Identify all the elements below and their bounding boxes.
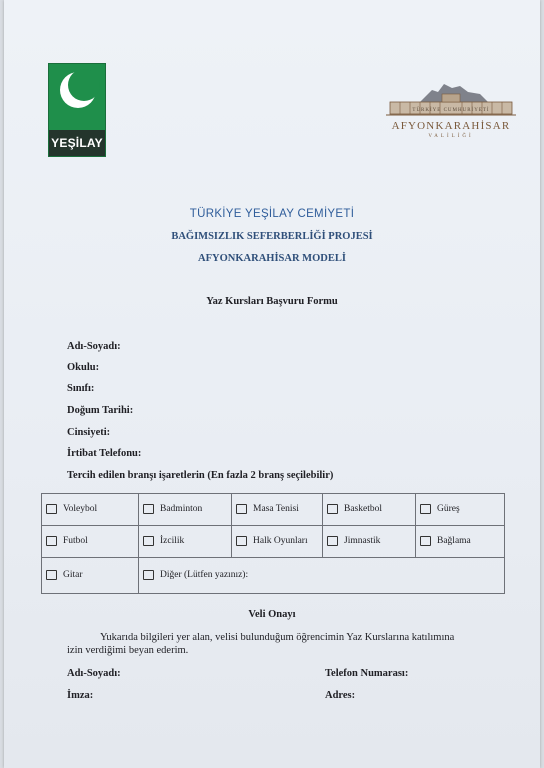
branch-row-3 [42,558,505,594]
branch-label: Voleybol [63,504,98,515]
branch-cell-basketbol[interactable] [323,494,416,526]
branch-instruction: Tercih edilen branşı işaretlerin (En fazla 2 branş seçilebilir) [67,470,334,481]
branch-label: Jimnastik [344,536,381,547]
governorship-logo [380,80,522,144]
branch-cell-voleybol[interactable] [42,494,139,526]
branch-table [41,493,505,594]
form-page [4,0,540,768]
crescent-cut-shape [68,69,100,101]
branch-cell-baglama[interactable] [416,526,505,558]
branch-label: Diğer (Lütfen yazınız): [160,570,249,581]
field-gender-label: Cinsiyeti: [67,427,111,438]
checkbox-icon[interactable] [420,536,431,546]
branch-cell-gures[interactable] [416,494,505,526]
branch-label: Gitar [63,570,83,581]
field-contact-phone-label: İrtibat Telefonu: [67,448,142,459]
branch-cell-masa-tenisi[interactable] [232,494,323,526]
branch-row-2 [42,526,505,558]
branch-label: İzcilik [160,536,185,547]
checkbox-icon[interactable] [327,504,338,514]
form-title: Yaz Kursları Başvuru Formu [206,296,338,307]
checkbox-icon[interactable] [46,570,57,580]
branch-cell-badminton[interactable] [139,494,232,526]
branch-cell-gitar[interactable] [42,558,139,594]
checkbox-icon[interactable] [143,504,154,514]
branch-label: Futbol [63,536,88,547]
yesilay-logo [48,63,106,157]
field-school-label: Okulu: [67,362,100,373]
signature-label: İmza: [67,690,94,701]
checkbox-icon[interactable] [143,536,154,546]
gov-logo-line3: VALİLİĞİ [428,134,474,139]
header-title-2: BAĞIMSIZLIK SEFERBERLİĞİ PROJESİ [171,231,373,242]
branch-label: Basketbol [344,504,382,515]
branch-cell-halk-oyunlari[interactable] [232,526,323,558]
checkbox-icon[interactable] [236,504,247,514]
branch-label: Güreş [437,504,460,515]
checkbox-icon[interactable] [420,504,431,514]
branch-label: Masa Tenisi [253,504,299,515]
checkbox-icon[interactable] [327,536,338,546]
branch-cell-izcilik[interactable] [139,526,232,558]
header-title-3: AFYONKARAHİSAR MODELİ [198,253,346,264]
field-name-label: Adı-Soyadı: [67,341,121,352]
checkbox-icon[interactable] [143,570,154,580]
branch-label: Halk Oyunları [253,536,308,547]
checkbox-icon[interactable] [46,536,57,546]
branch-cell-futbol[interactable] [42,526,139,558]
consent-title: Veli Onayı [248,609,296,620]
branch-cell-jimnastik[interactable] [323,526,416,558]
branch-row-1 [42,494,505,526]
gov-logo-line2: AFYONKARAHİSAR [391,120,511,132]
checkbox-icon[interactable] [46,504,57,514]
branch-cell-diger[interactable] [139,558,505,594]
address-label: Adres: [325,690,356,701]
header-title-1: TÜRKİYE YEŞİLAY CEMİYETİ [189,208,355,220]
consent-text-line-2: izin verdiğimi beyan ederim. [67,645,189,656]
branch-label: Badminton [160,504,203,515]
parent-phone-label: Telefon Numarası: [325,668,409,679]
yesilay-logo-text: YEŞİLAY [49,130,105,156]
field-grade-label: Sınıfı: [67,383,95,394]
branch-label: Bağlama [437,536,471,547]
field-birth-date-label: Doğum Tarihi: [67,405,134,416]
parent-name-label: Adı-Soyadı: [67,668,121,679]
consent-text-line-1: Yukarıda bilgileri yer alan, velisi bulunduğum öğrencimin Yaz Kurslarına katılımına [100,632,455,643]
checkbox-icon[interactable] [236,536,247,546]
gov-logo-line1: TÜRKİYE CUMHURİYETİ [412,108,490,113]
